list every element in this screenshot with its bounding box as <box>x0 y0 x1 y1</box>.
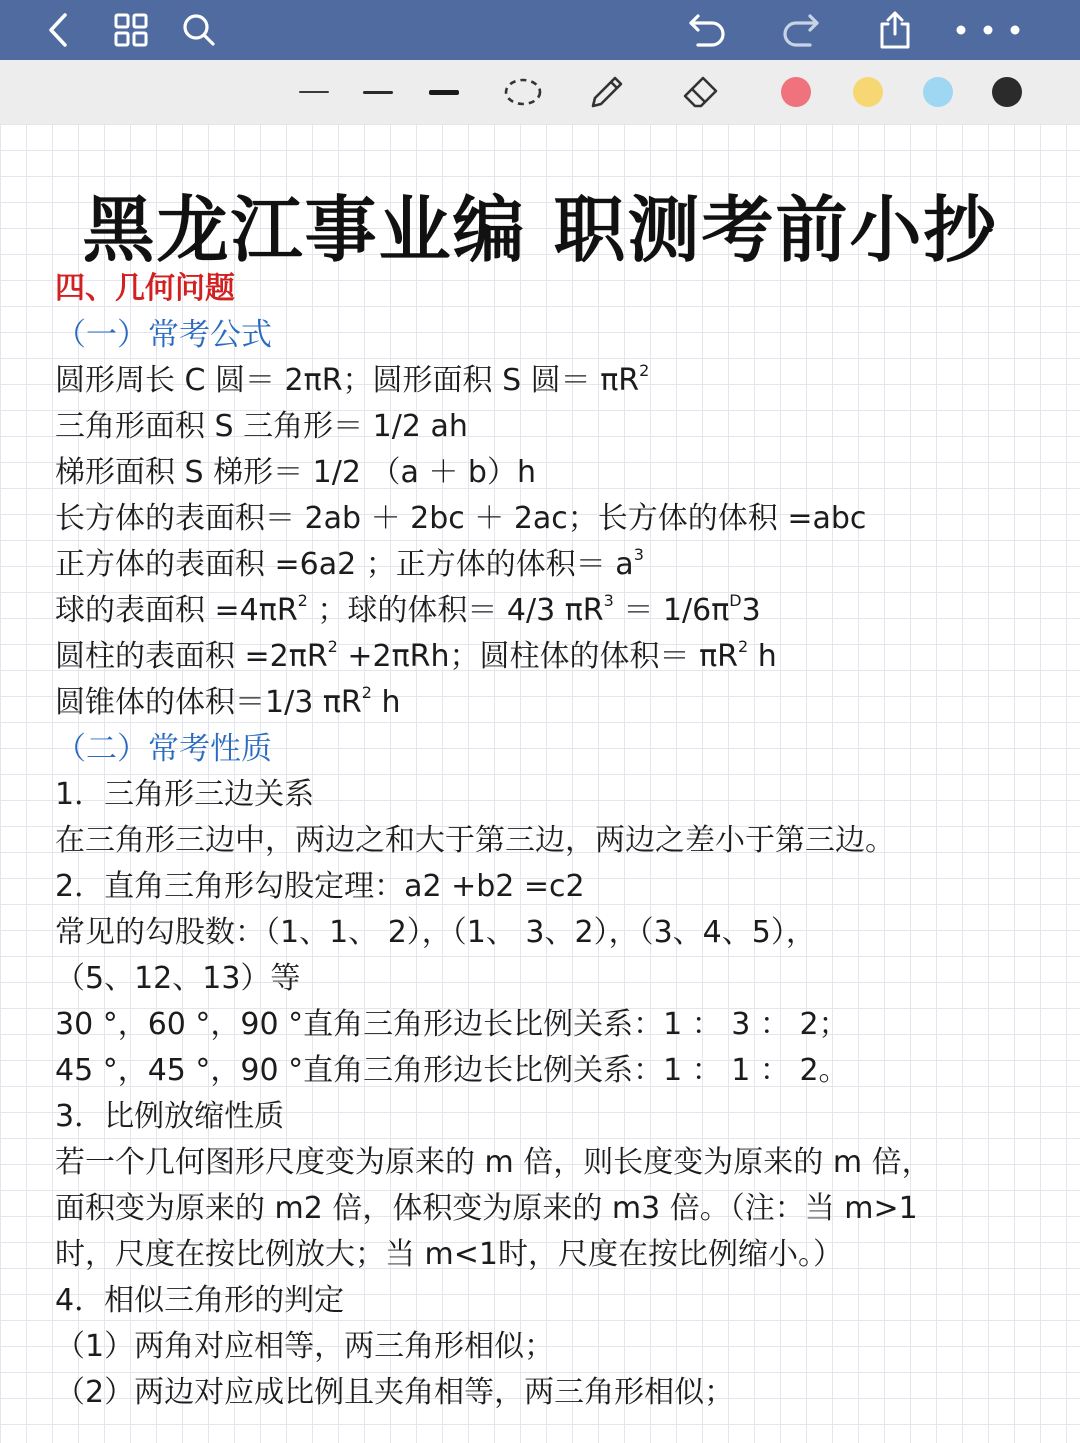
medium-line-icon[interactable] <box>360 60 396 124</box>
back-icon[interactable] <box>38 0 78 60</box>
color-swatch-yellow[interactable] <box>852 60 884 124</box>
property-line-13: （1）两角对应相等，两三角形相似； <box>55 1329 555 1364</box>
drawing-toolbar <box>0 60 1080 125</box>
thin-line-icon[interactable] <box>296 60 332 124</box>
lasso-icon[interactable] <box>502 60 544 124</box>
property-line-4: 常见的勾股数：（1、1、 2），（1、 3、2），（3、4、5）， <box>55 915 816 950</box>
property-line-7: 45 °，45 °，90 °直角三角形边长比例关系：1 ： 1 ： 2。 <box>55 1053 849 1088</box>
subsection-heading-formulas: （一）常考公式 <box>55 317 272 353</box>
formula-trapezoid: 梯形面积 S 梯形＝ 1/2 （a ＋ b）h <box>55 455 536 490</box>
section-heading: 四、几何问题 <box>55 271 235 306</box>
pencil-icon[interactable] <box>586 60 628 124</box>
property-line-8: 3．比例放缩性质 <box>55 1099 285 1134</box>
property-line-2: 在三角形三边中，两边之和大于第三边，两边之差小于第三边。 <box>55 823 895 858</box>
property-line-9: 若一个几何图形尺度变为原来的 m 倍，则长度变为原来的 m 倍， <box>55 1145 932 1180</box>
formula-sphere: 球的表面积 $=4\pi R^2$ ；球的体积＝ 4/3 $\pi R^3 = 1/6\pi^D3$ <box>55 591 761 628</box>
property-line-14: （2）两边对应成比例且夹角相等，两三角形相似； <box>55 1375 735 1410</box>
thick-line-icon[interactable] <box>426 60 462 124</box>
note-page[interactable] <box>0 124 1080 1443</box>
color-swatch-blue[interactable] <box>922 60 954 124</box>
property-line-6: 30 °，60 °，90 °直角三角形边长比例关系：1 ： 3 ： 2； <box>55 1007 849 1042</box>
grid-icon[interactable] <box>110 0 152 60</box>
blue-swatch <box>923 77 953 107</box>
formula-cuboid: 长方体的表面积＝ 2ab ＋ 2bc ＋ 2ac；长方体的体积 =abc <box>55 501 867 536</box>
property-line-1: 1．三角形三边关系 <box>55 777 315 812</box>
property-line-11: 时，尺度在按比例放大；当 m<1时，尺度在按比例缩小。） <box>55 1237 843 1272</box>
more-icon[interactable] <box>950 0 1026 60</box>
property-line-12: 4．相似三角形的判定 <box>55 1283 345 1318</box>
redo-icon[interactable] <box>778 0 822 60</box>
property-line-10: 面积变为原来的 m2 倍，体积变为原来的 m3 倍。（注：当 m>1 <box>55 1191 918 1226</box>
search-icon[interactable] <box>178 0 220 60</box>
page-title: 黑龙江事业编 职测考前小抄 <box>82 188 998 272</box>
formula-cylinder: 圆柱的表面积 $=2\pi R^2 +2\pi Rh$；圆柱体的体积＝ $\pi R^2$ h <box>55 637 777 674</box>
formula-cube: 正方体的表面积 =6a2 ；正方体的体积＝ $a^3$ <box>55 545 644 582</box>
property-line-3: 2．直角三角形勾股定理：a2 +b2 =c2 <box>55 869 585 904</box>
color-swatch-pink[interactable] <box>780 60 812 124</box>
formula-triangle: 三角形面积 S 三角形＝ 1/2 ah <box>55 409 468 444</box>
pink-swatch <box>781 77 811 107</box>
property-line-5: （5、12、13）等 <box>55 961 301 996</box>
formula-cone: 圆锥体的体积＝1/3 $\pi R^2$ h <box>55 683 401 720</box>
black-swatch <box>992 77 1022 107</box>
share-icon[interactable] <box>874 0 916 60</box>
yellow-swatch <box>853 77 883 107</box>
formula-circle: 圆形周长 C 圆＝ 2πR；圆形面积 S 圆＝ $\pi R^2$ <box>55 361 650 398</box>
color-swatch-black[interactable] <box>991 60 1023 124</box>
top-nav-bar <box>0 0 1080 60</box>
eraser-icon[interactable] <box>680 60 722 124</box>
subsection-heading-properties: （二）常考性质 <box>55 731 272 767</box>
undo-icon[interactable] <box>686 0 730 60</box>
